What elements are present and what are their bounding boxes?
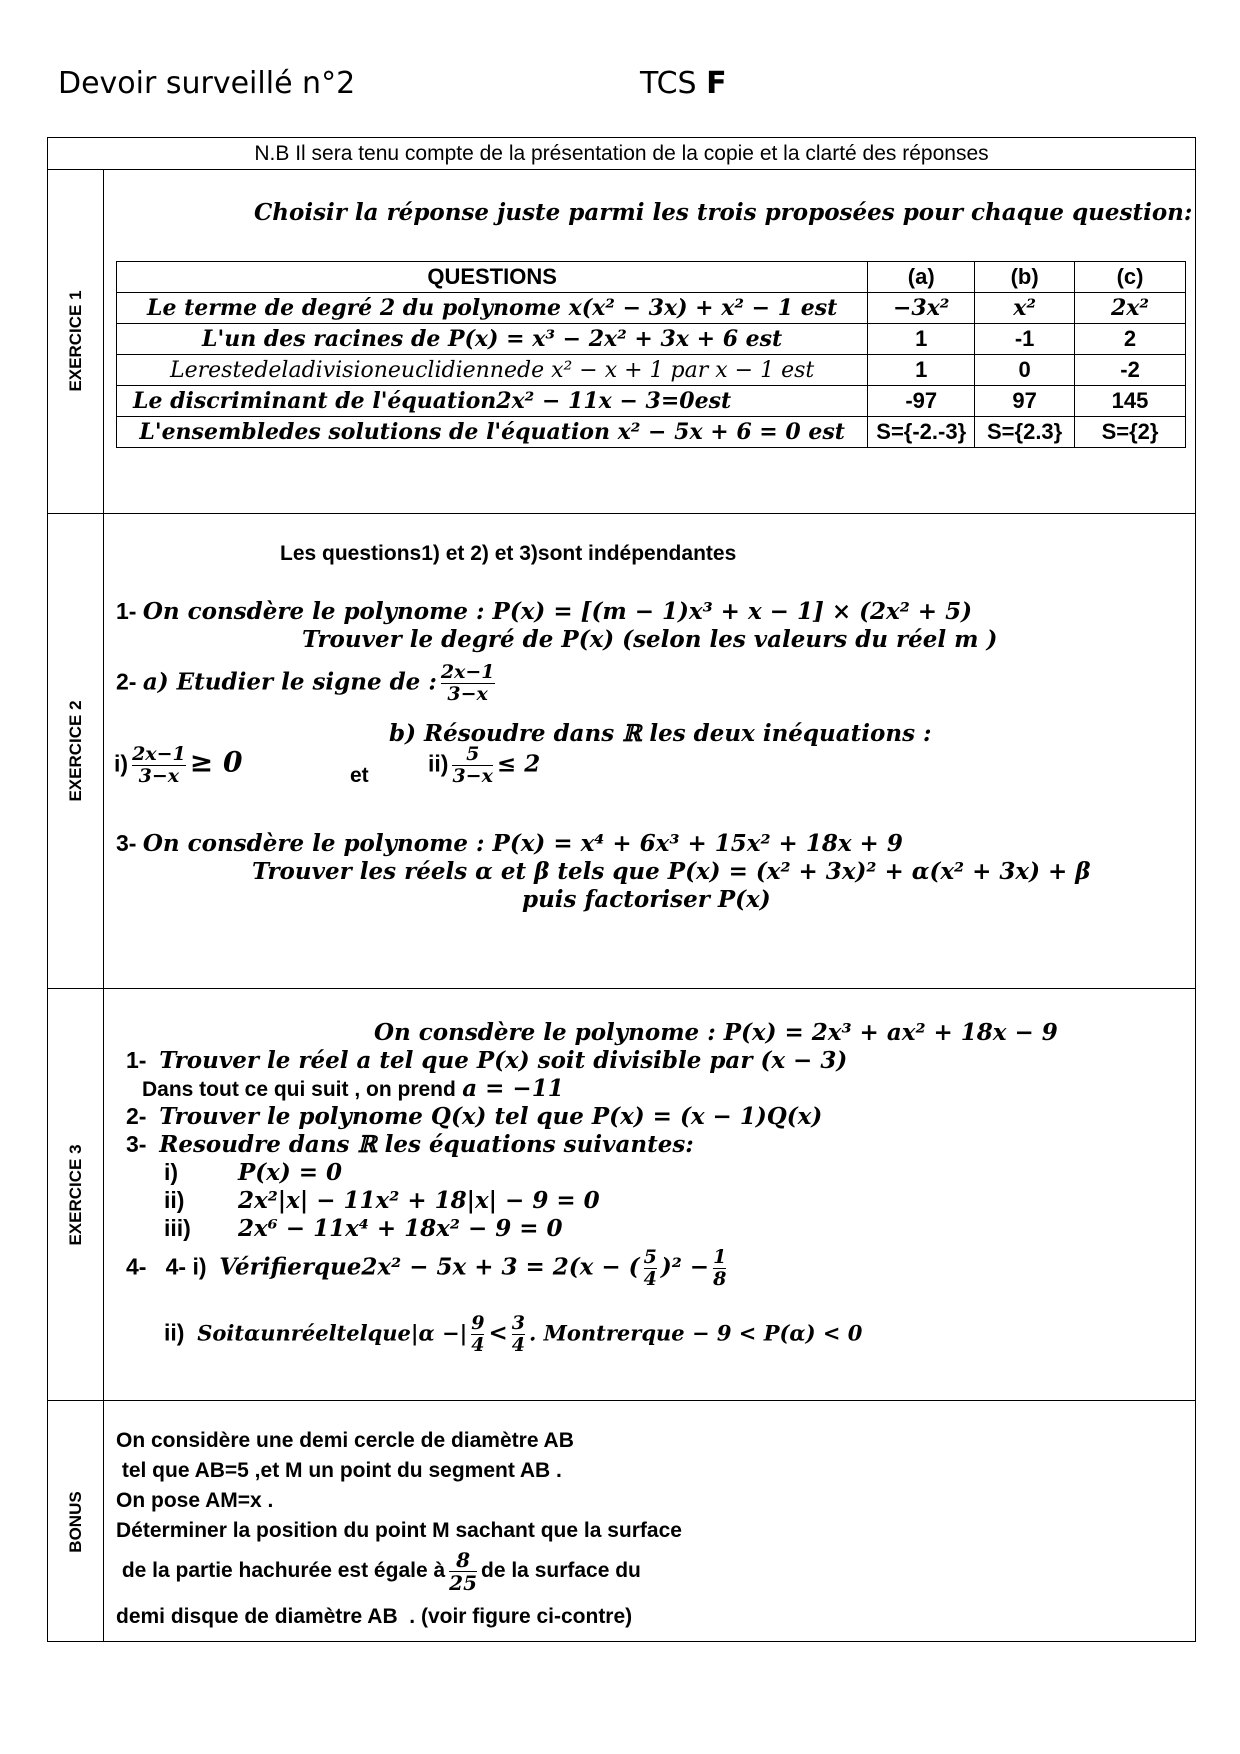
ex3-q4ii-lt: < (488, 1319, 508, 1347)
header-questions: QUESTIONS (117, 262, 868, 293)
ex2-q1-sub: Trouver le degré de P(x) (selon les valeurs du réel m ) (302, 626, 998, 653)
bonus (48, 1401, 1195, 1642)
ineq-i-fraction (132, 744, 186, 787)
ex3-q4i-label: 4- i) (165, 1253, 207, 1280)
ex2-q3-sub1: Trouver les réels α et β tels que P(x) = (x² + 3x)² + α(x² + 3x) + β (252, 858, 1091, 885)
fraction-9-4 (471, 1313, 484, 1356)
ex3-q4ii-tail: . Montrerque − 9 < P(α) < 0 (529, 1320, 863, 1346)
ex2-q3-num: 3- (116, 830, 137, 856)
ex3-q4i (126, 1247, 730, 1290)
ex2-q3-text: On consdère le polynome : P(x) = x⁴ + 6x³ + 15x² + 18x + 9 (142, 830, 903, 857)
ex3-q4ii (164, 1313, 862, 1356)
question-cell: Le terme de degré 2 du polynome x(x² − 3x) + x² − 1 est (117, 293, 868, 324)
ex3-note (142, 1075, 564, 1102)
class-letter: F (706, 66, 727, 101)
answer-c: -2 (1075, 355, 1186, 386)
ex2-intro: Les questions1) et 2) et 3)sont indépendantes (280, 542, 737, 565)
ex3-q2-num: 2- (126, 1103, 147, 1129)
table-row (117, 355, 1186, 386)
header-c: (c) (1075, 262, 1186, 293)
exercise-3-label-cell (48, 989, 104, 1400)
ex3-q1-num: 1- (126, 1047, 147, 1073)
ex2-q2a-text: a) Etudier le signe de : (142, 668, 437, 696)
fraction-den: 4 (511, 1333, 525, 1356)
question-cell: Le discriminant de l'équation2x² − 11x − 3=0est (117, 386, 868, 417)
fraction-den: 4 (643, 1267, 657, 1290)
ex3-intro: On consdère le polynome : P(x) = 2x³ + ax² + 18x − 9 (374, 1019, 1058, 1046)
ineq-i-rel: ≥ 0 (189, 745, 243, 779)
class-prefix: TCS (640, 66, 707, 101)
answer-b: 0 (975, 355, 1075, 386)
answer-b: -1 (975, 324, 1075, 355)
ex3-q1-text: Trouver le réel a tel que P(x) soit divisible par (x − 3) (159, 1047, 848, 1074)
question-cell: Lerestedeladivisioneuclidiennede x² − x + 1 par x − 1 est (117, 355, 868, 386)
nb-note: N.B Il sera tenu compte de la présentation de la copie et la clarté des réponses (48, 138, 1195, 170)
fraction-den: 4 (471, 1333, 485, 1356)
ex3-q4i-text: Vérifierque2x² − 5x + 3 = 2(x − ( (219, 1253, 640, 1281)
bonus-line-4: Déterminer la position du point M sachant que la surface (116, 1519, 682, 1542)
ex3-q4-num: 4- (126, 1253, 147, 1280)
answer-c: S={2} (1075, 417, 1186, 448)
answer-a: −3x² (868, 293, 975, 324)
table-row (117, 417, 1186, 448)
ex2-q3 (116, 830, 903, 857)
ex3-note-text: Dans tout ce qui suit , on prend (142, 1078, 456, 1101)
ex3-q3-num: 3- (126, 1131, 147, 1157)
fraction-1-8 (713, 1247, 726, 1290)
question-cell: L'un des racines de P(x) = x³ − 2x² + 3x + 6 est (117, 324, 868, 355)
eq-label: iii) (164, 1215, 191, 1241)
eq-label: i) (164, 1159, 179, 1185)
ineq-ii-label: ii) (428, 750, 449, 777)
bonus-line-5a: de la partie hachurée est égale à (116, 1559, 446, 1583)
eq-text: 2x²|x| − 11x² + 18|x| − 9 = 0 (238, 1187, 600, 1214)
ex3-q2-text: Trouver le polynome Q(x) tel que P(x) = (x − 1)Q(x) (159, 1103, 823, 1130)
ex2-ineq-ii (428, 744, 540, 787)
answer-b: x² (975, 293, 1075, 324)
exercise-2-label: EXERCICE 2 (65, 700, 85, 802)
fraction-num: 5 (466, 743, 480, 765)
bonus-line-1: On considère une demi cercle de diamètre AB (116, 1429, 574, 1452)
ex2-q1-text: On consdère le polynome : P(x) = [(m − 1)x³ + x − 1] × (2x² + 5) (142, 598, 972, 625)
ex3-q3 (126, 1131, 694, 1158)
fraction-den: 8 (713, 1267, 727, 1290)
fraction-num: 1 (713, 1246, 727, 1268)
table-row (117, 293, 1186, 324)
ex1-instruction: Choisir la réponse juste parmi les trois proposées pour chaque question: (254, 199, 1193, 226)
bonus-line-6: demi disque de diamètre AB . (voir figure ci-contre) (116, 1605, 633, 1628)
bonus-label-cell (48, 1401, 104, 1642)
question-cell: L'ensembledes solutions de l'équation x² − 5x + 6 = 0 est (117, 417, 868, 448)
ex2-ineq-i (114, 744, 242, 787)
exercise-2-label-cell (48, 514, 104, 988)
bonus-label: BONUS (65, 1490, 85, 1553)
answer-a: -97 (868, 386, 975, 417)
doc-title: Devoir surveillé n°2 (58, 66, 356, 101)
answer-b: S={2.3} (975, 417, 1075, 448)
fraction-8-25 (449, 1549, 477, 1594)
exercise-1-label: EXERCICE 1 (65, 290, 85, 392)
answer-b: 97 (975, 386, 1075, 417)
header-a: (a) (868, 262, 975, 293)
ex3-note-val: a = −11 (462, 1075, 564, 1102)
eq-text: 2x⁶ − 11x⁴ + 18x² − 9 = 0 (238, 1215, 563, 1242)
ex3-q2 (126, 1103, 822, 1130)
exercise-1 (48, 169, 1195, 514)
table-header-row (117, 262, 1186, 293)
exercise-3-label: EXERCICE 3 (65, 1143, 85, 1246)
ineq-ii-rel: ≤ 2 (496, 750, 541, 778)
fraction-num: 3 (511, 1312, 525, 1334)
ex2-q2a (116, 662, 499, 705)
ex3-q4ii-label: ii) (164, 1319, 185, 1346)
ex3-q4i-close: )² − (660, 1253, 710, 1281)
ex2-q3-sub2: puis factoriser P(x) (522, 886, 771, 913)
eq-text: P(x) = 0 (238, 1159, 343, 1186)
bonus-line-5b: de la surface du (481, 1559, 641, 1583)
bonus-line-5 (116, 1549, 641, 1594)
bonus-line-3: On pose AM=x . (116, 1489, 274, 1512)
fraction-3-4 (512, 1313, 525, 1356)
fraction-5-4 (644, 1247, 657, 1290)
table-row (117, 324, 1186, 355)
answer-c: 2 (1075, 324, 1186, 355)
answer-c: 145 (1075, 386, 1186, 417)
fraction-num: 8 (456, 1548, 471, 1572)
eq-label: ii) (164, 1187, 185, 1213)
answer-a: S={-2.-3} (868, 417, 975, 448)
fraction-num: 2x−1 (132, 743, 186, 765)
ex3-q4ii-text: Soitαunréeltelque|α −| (197, 1320, 468, 1346)
bonus-line-2: tel que AB=5 ,et M un point du segment AB . (116, 1459, 562, 1482)
ineq-i-label: i) (114, 750, 129, 777)
ex3-q3-text: Resoudre dans ℝ les équations suivantes: (159, 1131, 694, 1158)
ex2-et: et (350, 764, 369, 787)
fraction-num: 9 (471, 1312, 485, 1334)
answer-a: 1 (868, 355, 975, 386)
ex2-q2b: b) Résoudre dans ℝ les deux inéquations : (389, 720, 932, 747)
ex2-q1-num: 1- (116, 598, 137, 624)
fraction-num: 2x−1 (440, 661, 495, 683)
class-name (640, 66, 727, 101)
answer-a: 1 (868, 324, 975, 355)
fraction-den: 3−x (452, 764, 493, 787)
exercise-3 (48, 989, 1195, 1401)
fraction-den: 3−x (132, 765, 186, 787)
fraction-num: 5 (643, 1246, 657, 1268)
ex3-q1 (126, 1047, 847, 1074)
fraction-2x-1 (441, 662, 495, 705)
ineq-ii-fraction (452, 744, 492, 787)
exercise-1-label-cell (48, 169, 104, 513)
exam-frame (47, 137, 1196, 1642)
fraction-den: 25 (449, 1571, 477, 1595)
answer-c: 2x² (1075, 293, 1186, 324)
fraction-den: 3−x (441, 683, 495, 705)
exercise-2 (48, 514, 1195, 989)
ex2-q1 (116, 598, 972, 625)
header-b: (b) (975, 262, 1075, 293)
table-row (117, 386, 1186, 417)
questions-table (116, 261, 1186, 448)
ex2-q2-num: 2- (116, 668, 137, 695)
